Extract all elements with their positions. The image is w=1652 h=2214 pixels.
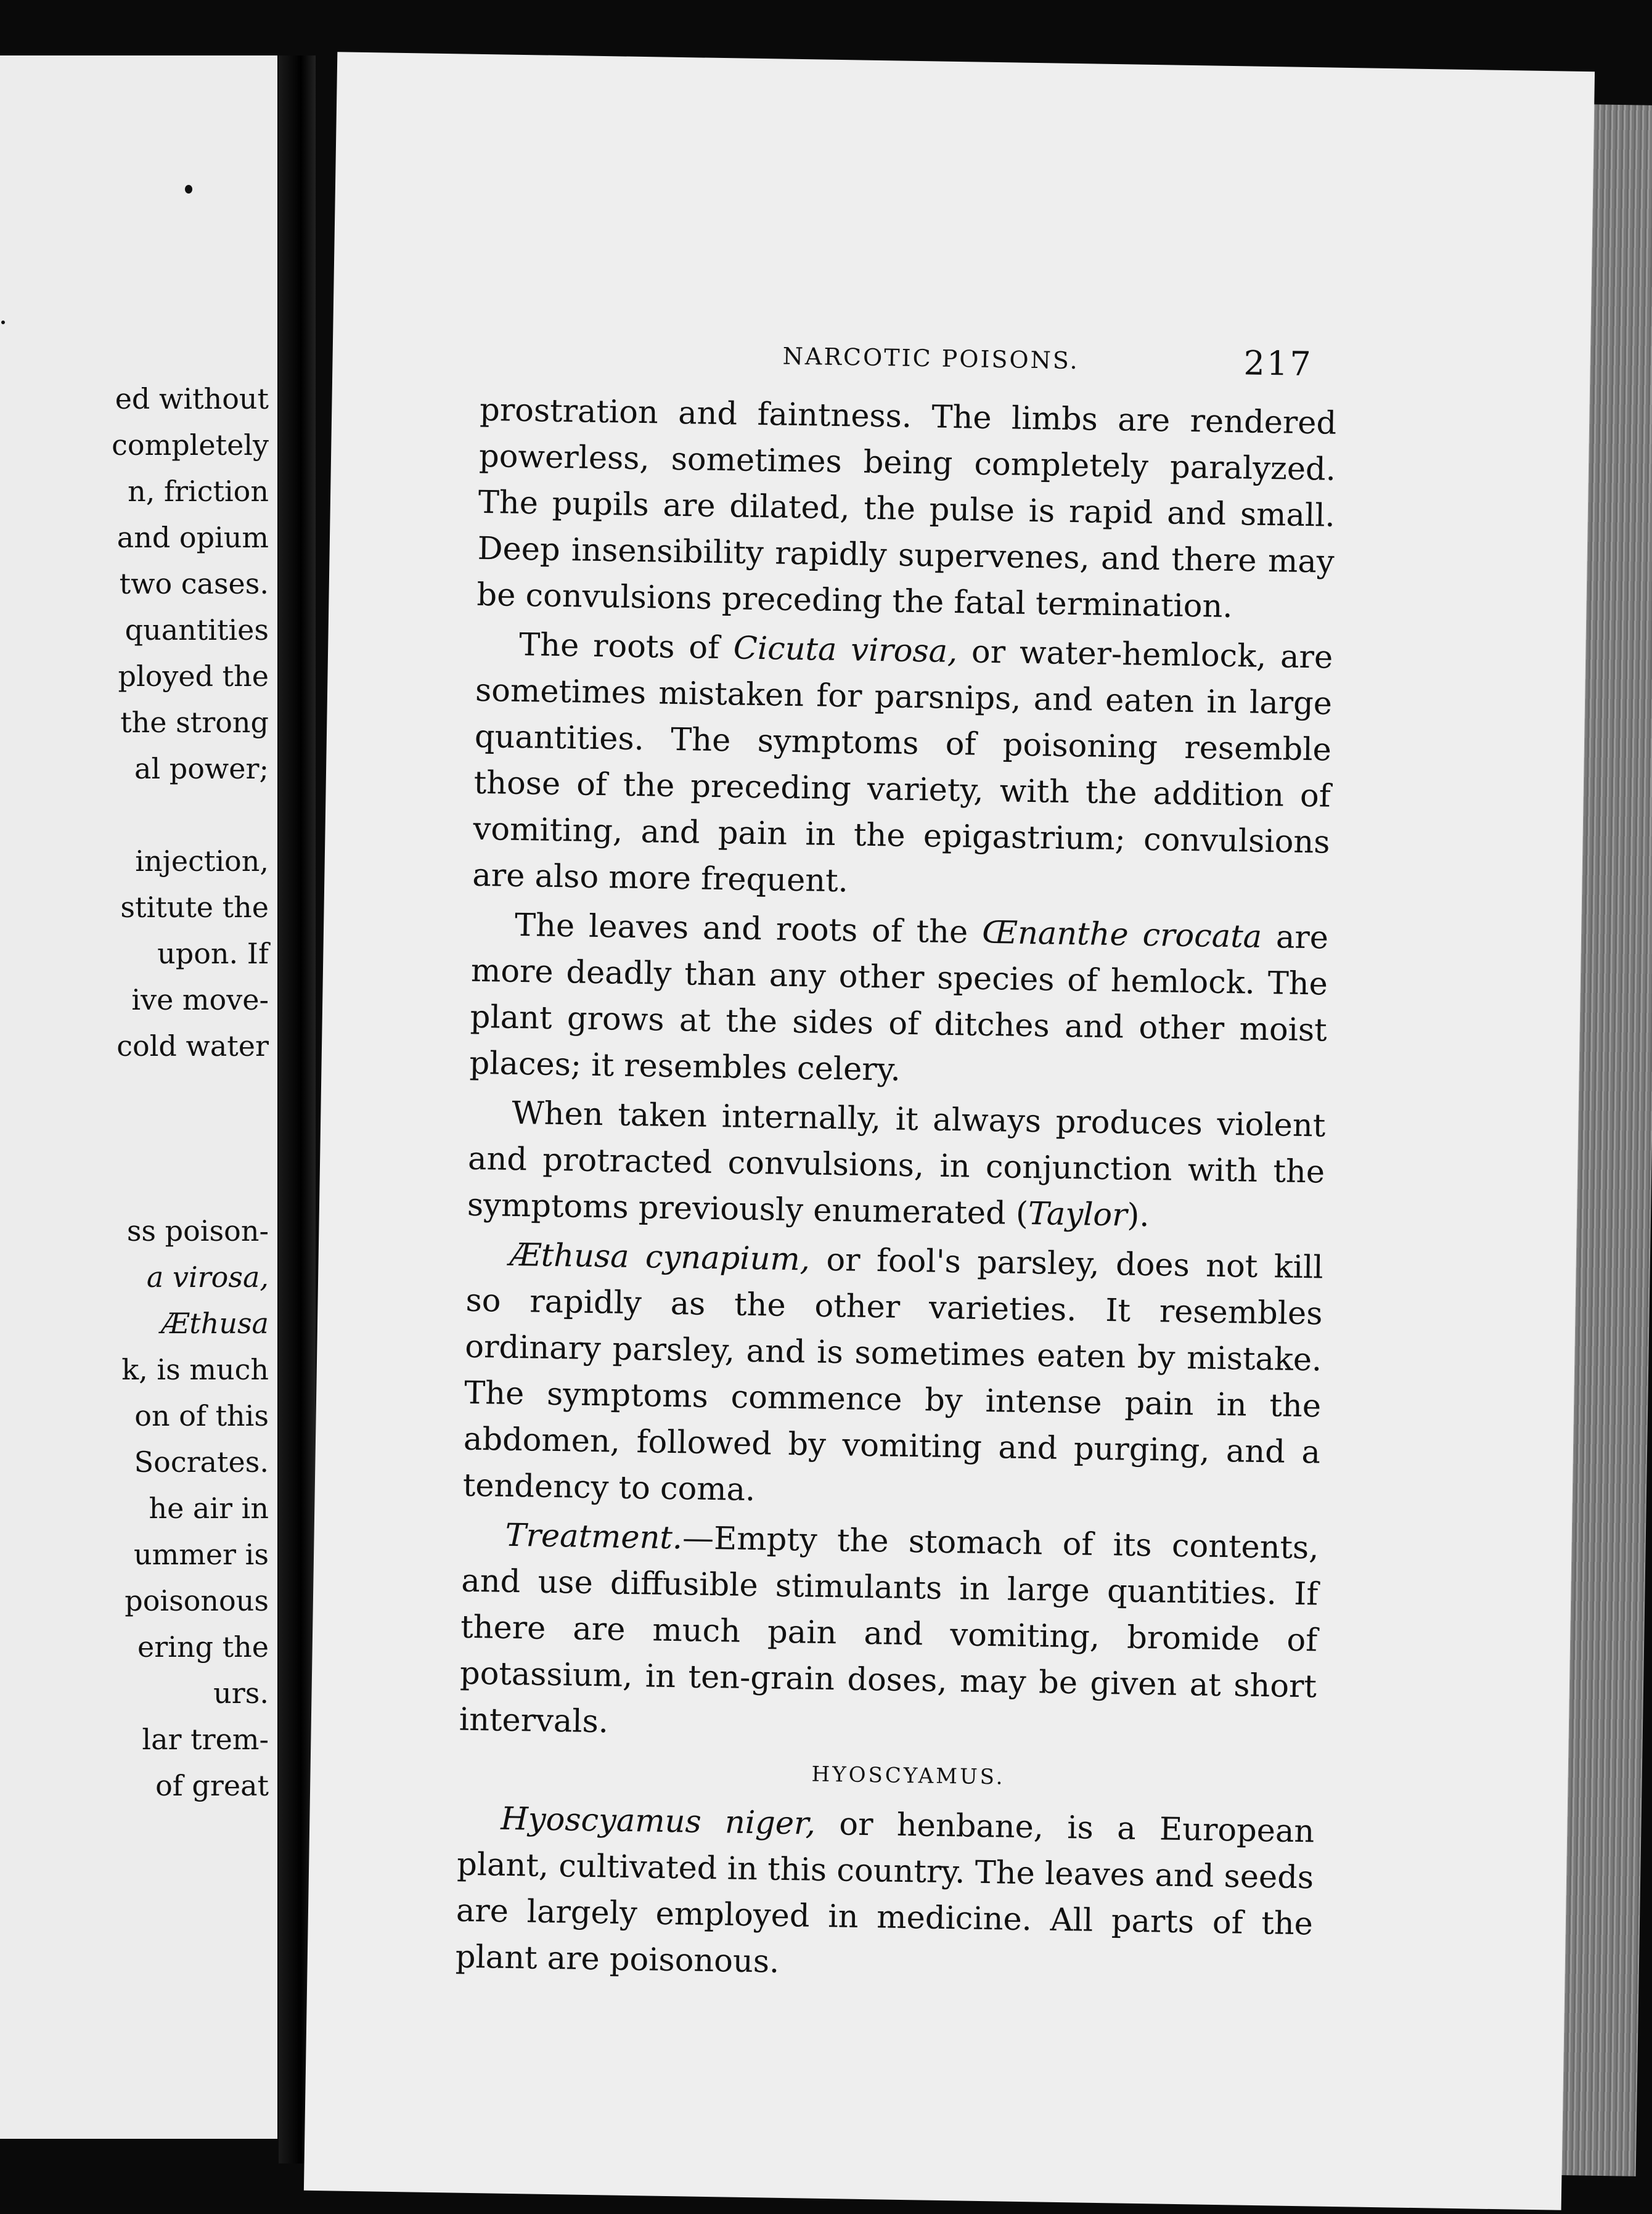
italic-term: Cicuta virosa, [733, 630, 958, 671]
paragraph [459, 1512, 1319, 1757]
italic-term: Hyoscyamus niger, [500, 1800, 816, 1842]
left-line: ering the [137, 1630, 269, 1664]
left-line: the strong [120, 706, 269, 739]
left-line: ummer is [133, 1538, 269, 1571]
left-line: lar trem- [142, 1723, 269, 1756]
italic-term: Treatment. [505, 1517, 683, 1557]
text-run: When taken internally, it always produces violent and protracted convulsions, in conjunction with the symptoms previously enumerated ( [467, 1095, 1326, 1233]
left-line: on of this [134, 1399, 269, 1432]
text-run: or henbane, is a European plant, cultivated in this country. The leaves and seeds are largely employed in medicine. All parts of the plant are poisonous. [455, 1805, 1315, 1980]
left-line: and opium [117, 521, 269, 554]
paragraph [472, 621, 1333, 912]
left-line: al power; [134, 752, 269, 785]
left-line: a virosa, [146, 1260, 269, 1294]
left-line: upon. If [157, 937, 269, 970]
ink-speck [1, 321, 5, 324]
text-run: or water-hemlock, are sometimes mistaken for parsnips, and eaten in large quantities. The symptoms of poisoning resemble those of the preceding variety, with the addition of vomiting, and pain in the epigastrium; convulsions are also more frequent. [472, 634, 1333, 900]
left-line: completely [112, 428, 269, 462]
paragraph [455, 1795, 1315, 1994]
italic-term: Taylor [1028, 1196, 1127, 1234]
left-line: k, is much [121, 1353, 269, 1386]
italic-term: Æthusa cynapium, [509, 1236, 811, 1278]
text-run: are more deadly than any other species of hemlock. The plant grows at the sides of ditches and other moist places; it resembles celery. [469, 918, 1329, 1089]
page-number: 217 [1243, 343, 1314, 384]
text-run: The leaves and roots of the [514, 907, 983, 951]
left-line: ss poison- [126, 1214, 269, 1248]
left-line: urs. [213, 1677, 269, 1710]
left-line: Æthusa [161, 1307, 269, 1340]
left-line: of great [155, 1769, 269, 1802]
paragraph: prostration and faintness. The limbs are rendered powerless, sometimes being completely paralyzed. The pupils are dilated, the pulse is rapid and small. Deep insensibility rapidly supervenes, and there may be convulsions preceding the fatal termination. [476, 391, 1337, 626]
ink-speck [185, 185, 192, 194]
italic-term: Œnanthe crocata [981, 914, 1262, 955]
left-line: he air in [149, 1492, 269, 1525]
paragraph [469, 902, 1329, 1100]
text-run: ). [1127, 1197, 1150, 1235]
text-run: or fool's parsley, does not kill so rapidly as the other varieties. It resembles ordinary parsley, and is sometimes eaten by mistake. The symptoms commence by intense pain in the abdomen, followed by vomiting and purging, and a tendency to coma. [462, 1241, 1324, 1509]
section-heading: HYOSCYAMUS. [811, 1762, 1005, 1790]
left-line: stitute the [120, 891, 269, 924]
left-line: cold water [117, 1029, 269, 1063]
paragraph [467, 1090, 1325, 1242]
left-line-gap [0, 792, 269, 838]
left-line: quantities [125, 613, 269, 647]
left-line: poisonous [125, 1584, 269, 1617]
text-run: —Empty the stomach of its contents, and use diffusible stimulants in large quantities. If there are much pain and vomiting, bromide of potassium, in ten-grain doses, may be given at short intervals. [459, 1520, 1319, 1741]
left-line: ive move- [131, 983, 269, 1016]
page-body [455, 387, 1337, 1997]
left-line: injection, [135, 844, 269, 878]
left-line: ed without [115, 382, 269, 415]
left-line: ployed the [118, 660, 269, 693]
main-page [304, 52, 1595, 2210]
text-run: The roots of [518, 626, 734, 667]
left-line: n, friction [128, 475, 269, 508]
left-facing-page [0, 55, 277, 2139]
left-page-text [0, 376, 269, 1809]
paragraph [462, 1232, 1323, 1522]
page-header [332, 329, 1313, 400]
running-title: NARCOTIC POISONS. [782, 342, 1079, 375]
left-line-gap [0, 1069, 269, 1162]
left-line: two cases. [119, 567, 269, 600]
left-line: Socrates. [134, 1445, 269, 1479]
